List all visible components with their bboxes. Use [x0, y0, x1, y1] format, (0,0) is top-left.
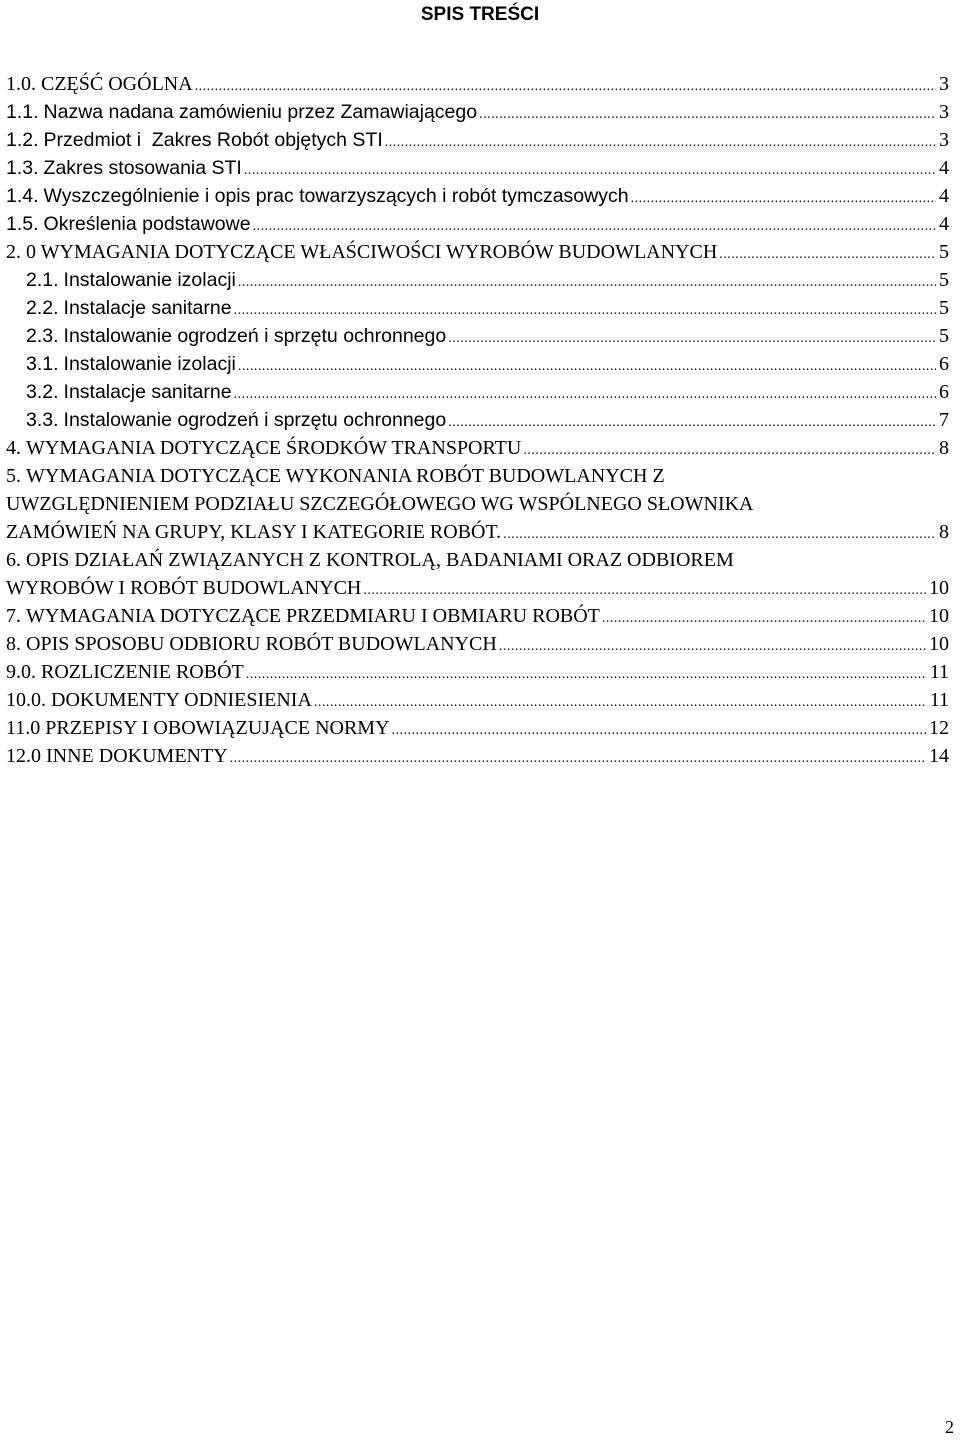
- toc-label: WYROBÓW I ROBÓT BUDOWLANYCH: [6, 577, 362, 599]
- dot-leader: [253, 213, 936, 241]
- dot-leader: [392, 717, 926, 745]
- toc-label: Instalacje sanitarne: [63, 381, 232, 403]
- dot-leader: [230, 745, 926, 773]
- toc-page-number: 4: [939, 185, 949, 207]
- toc-entry[interactable]: [6, 630, 949, 658]
- toc-label: ROZLICZENIE ROBÓT: [41, 661, 244, 683]
- toc-page-number: 7: [939, 409, 949, 431]
- toc-page-number: 10: [929, 605, 949, 627]
- toc-number: 5.: [6, 465, 21, 487]
- toc-number: 12.0: [6, 745, 41, 767]
- dot-leader: [238, 269, 936, 297]
- toc-label: Instalowanie ogrodzeń i sprzętu ochronnego: [63, 409, 447, 431]
- page-number: 2: [945, 1417, 954, 1437]
- dot-leader: [499, 633, 926, 661]
- dot-leader: [234, 297, 936, 325]
- toc-entry[interactable]: [6, 266, 949, 294]
- toc-number: 1.2.: [6, 129, 39, 151]
- toc-page-number: 4: [939, 157, 949, 179]
- toc-page-number: 11: [929, 689, 949, 711]
- toc-label: OPIS SPOSOBU ODBIORU ROBÓT BUDOWLANYCH: [26, 633, 497, 655]
- toc-page-number: 11: [929, 661, 949, 683]
- toc-number: 2.3.: [26, 325, 59, 347]
- toc-label: Instalacje sanitarne: [63, 297, 232, 319]
- toc-entry[interactable]: [6, 434, 949, 462]
- toc-entry[interactable]: [6, 154, 949, 182]
- dot-leader: [234, 381, 936, 409]
- toc-number: 2.: [6, 241, 21, 263]
- toc-entry[interactable]: [6, 322, 949, 350]
- toc-number: 2.1.: [26, 269, 59, 291]
- toc-label: PRZEPISY I OBOWIĄZUJĄCE NORMY: [45, 717, 390, 739]
- toc-page-number: 6: [939, 353, 949, 375]
- toc-label: ZAMÓWIEŃ NA GRUPY, KLASY I KATEGORIE ROBÓT.: [6, 521, 502, 543]
- toc-page-number: 4: [939, 213, 949, 235]
- toc-page-number: 6: [939, 381, 949, 403]
- toc-page-number: 5: [939, 241, 949, 263]
- toc-page-number: 8: [939, 437, 949, 459]
- toc-number: 11.0: [6, 717, 41, 739]
- dot-leader: [314, 689, 927, 717]
- toc-label: OPIS DZIAŁAŃ ZWIĄZANYCH Z KONTROLĄ, BADANIAMI ORAZ ODBIOREM: [26, 549, 734, 571]
- toc-number: 2.2.: [26, 297, 59, 319]
- toc-number: 7.: [6, 605, 21, 627]
- dot-leader: [448, 325, 936, 353]
- table-of-contents: [6, 70, 949, 770]
- dot-leader: [523, 437, 936, 465]
- toc-entry[interactable]: [6, 742, 949, 770]
- toc-page-number: 5: [939, 297, 949, 319]
- toc-entry[interactable]: [6, 238, 949, 266]
- toc-page-number: 3: [939, 101, 949, 123]
- toc-label: Instalowanie izolacji: [63, 353, 236, 375]
- toc-label: Instalowanie izolacji: [63, 269, 236, 291]
- toc-entry[interactable]: [6, 462, 949, 546]
- toc-label: INNE DOKUMENTY: [46, 745, 228, 767]
- toc-entry[interactable]: [6, 210, 949, 238]
- toc-entry[interactable]: [6, 406, 949, 434]
- dot-leader: [479, 101, 936, 129]
- toc-entry[interactable]: [6, 294, 949, 322]
- toc-entry[interactable]: [6, 546, 949, 602]
- toc-entry[interactable]: [6, 98, 949, 126]
- toc-page-number: 12: [929, 717, 949, 739]
- dot-leader: [385, 129, 936, 157]
- toc-number: 3.1.: [26, 353, 59, 375]
- dot-leader: [244, 157, 936, 185]
- toc-label: CZĘŚĆ OGÓLNA: [41, 73, 193, 95]
- toc-label: Wyszczególnienie i opis prac towarzyszących i robót tymczasowych: [43, 185, 629, 207]
- toc-number: 4.: [6, 437, 21, 459]
- toc-label: DOKUMENTY ODNIESIENIA: [51, 689, 312, 711]
- toc-label: Instalowanie ogrodzeń i sprzętu ochronnego: [63, 325, 447, 347]
- toc-page-number: 10: [929, 577, 949, 599]
- toc-number: 1.1.: [6, 101, 39, 123]
- toc-entry[interactable]: [6, 70, 949, 98]
- toc-entry[interactable]: [6, 602, 949, 630]
- toc-label: Nazwa nadana zamówieniu przez Zamawiającego: [43, 101, 478, 123]
- toc-number: 1.0.: [6, 73, 36, 95]
- dot-leader: [602, 605, 926, 633]
- toc-page-number: 10: [929, 633, 949, 655]
- toc-number: 1.5.: [6, 213, 39, 235]
- toc-page-number: 5: [939, 325, 949, 347]
- toc-number: 3.2.: [26, 381, 59, 403]
- toc-number: 10.0.: [6, 689, 46, 711]
- dot-leader: [363, 577, 926, 605]
- toc-page-number: 5: [939, 269, 949, 291]
- dot-leader: [631, 185, 936, 213]
- toc-number: 1.3.: [6, 157, 39, 179]
- toc-number: 8.: [6, 633, 21, 655]
- toc-entry[interactable]: [6, 350, 949, 378]
- dot-leader: [503, 521, 936, 549]
- dot-leader: [238, 353, 936, 381]
- toc-label: 0 WYMAGANIA DOTYCZĄCE WŁAŚCIWOŚCI WYROBÓW BUDOWLANYCH: [26, 241, 718, 263]
- toc-entry[interactable]: [6, 714, 949, 742]
- toc-page-number: 3: [939, 129, 949, 151]
- toc-page-number: 8: [939, 521, 949, 543]
- toc-label: Określenia podstawowe: [43, 213, 251, 235]
- toc-label: Zakres stosowania STI: [43, 157, 242, 179]
- toc-label: WYMAGANIA DOTYCZĄCE ŚRODKÓW TRANSPORTU: [26, 437, 522, 459]
- dot-leader: [246, 661, 927, 689]
- dot-leader: [719, 241, 936, 269]
- toc-entry[interactable]: [6, 658, 949, 686]
- toc-label: UWZGLĘDNIENIEM PODZIAŁU SZCZEGÓŁOWEGO WG WSPÓLNEGO SŁOWNIKA: [6, 493, 754, 515]
- toc-page-number: 14: [929, 745, 949, 767]
- toc-number: 3.3.: [26, 409, 59, 431]
- page-title: SPIS TREŚCI: [420, 4, 540, 25]
- toc-label: WYMAGANIA DOTYCZĄCE WYKONANIA ROBÓT BUDOWLANYCH Z: [26, 465, 665, 487]
- dot-leader: [448, 409, 936, 437]
- toc-entry[interactable]: [6, 378, 949, 406]
- toc-label: WYMAGANIA DOTYCZĄCE PRZEDMIARU I OBMIARU ROBÓT: [26, 605, 600, 627]
- toc-entry[interactable]: [6, 126, 949, 154]
- toc-number: 9.0.: [6, 661, 36, 683]
- toc-entry[interactable]: [6, 686, 949, 714]
- toc-number: 6.: [6, 549, 21, 571]
- toc-entry[interactable]: [6, 182, 949, 210]
- toc-number: 1.4.: [6, 185, 39, 207]
- toc-page-number: 3: [939, 73, 949, 95]
- toc-label: Przedmiot i Zakres Robót objętych STI: [43, 129, 383, 151]
- dot-leader: [195, 73, 936, 101]
